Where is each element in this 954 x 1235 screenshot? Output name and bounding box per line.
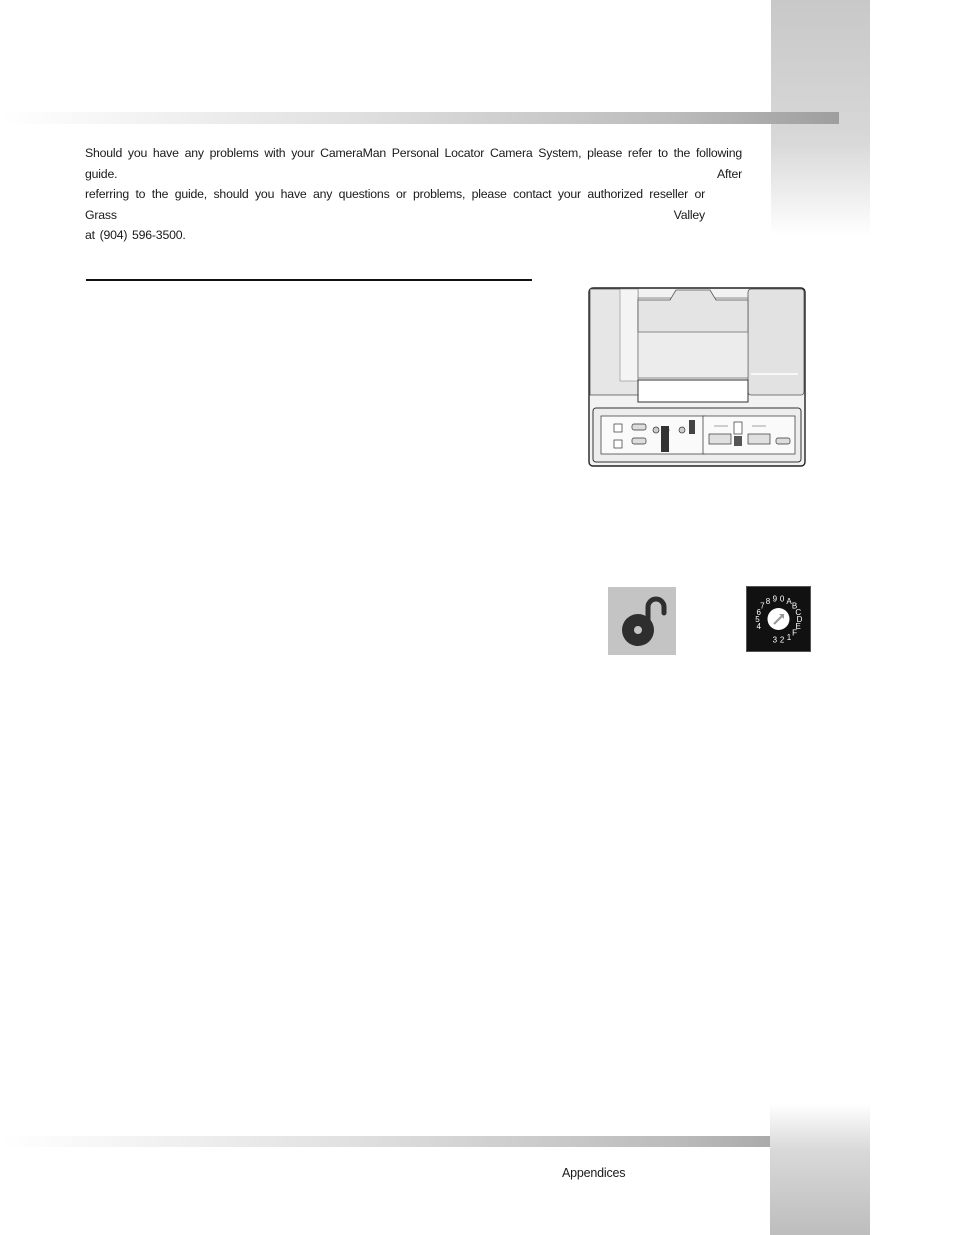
- dial-digit: 2: [779, 635, 785, 645]
- intro-line-1: Should you have any problems with your CameraMan Personal Locator Camera System, please refer to the following guide. After: [85, 146, 742, 181]
- dial-digit: 4: [756, 622, 761, 632]
- footer-section-label: Appendices: [562, 1166, 626, 1180]
- header-rule: [0, 112, 839, 124]
- dial-digit: 6: [756, 607, 761, 617]
- rotary-dial-icon: [746, 586, 811, 652]
- dial-digit: 3: [772, 635, 778, 645]
- dial-digit: D: [796, 615, 803, 624]
- dial-digit: 9: [772, 594, 778, 604]
- footer-rule: [0, 1136, 839, 1147]
- section-rule: [86, 279, 532, 281]
- dial-digit: 0: [779, 594, 785, 604]
- dial-digit: E: [795, 622, 801, 632]
- dial-digit: 7: [760, 601, 765, 611]
- dial-digit: F: [792, 628, 798, 638]
- dial-digit: 8: [765, 596, 771, 606]
- intro-line-2: referring to the guide, should you have any questions or problems, please contact your authorized reseller or Grass Valley: [85, 187, 705, 222]
- unlock-icon: [608, 587, 676, 655]
- intro-paragraph: [85, 143, 742, 246]
- dial-digit: A: [786, 596, 792, 606]
- camera-rear-panel-illustration: [586, 284, 808, 470]
- dial-digit: 5: [755, 615, 760, 624]
- intro-line-3: at (904) 596-3500.: [85, 228, 186, 242]
- dial-digit: B: [791, 601, 798, 611]
- dial-digit: 1: [786, 633, 792, 643]
- side-tab-bottom: [770, 1104, 870, 1235]
- dial-digit: C: [795, 607, 802, 617]
